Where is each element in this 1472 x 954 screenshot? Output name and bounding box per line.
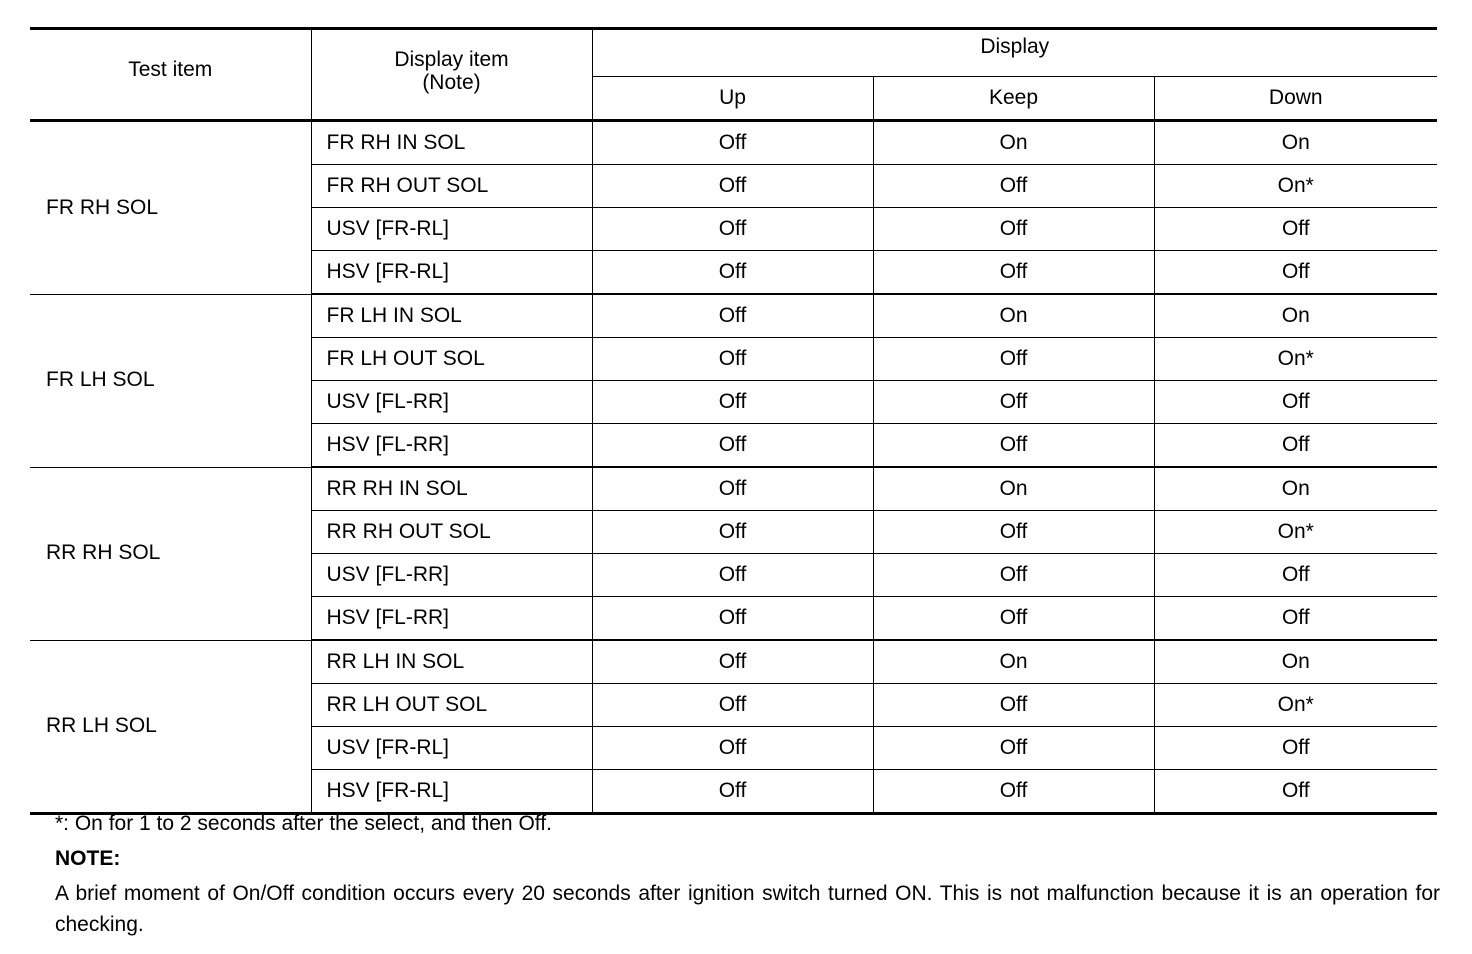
display-item-cell: HSV [FL-RR] (311, 597, 592, 641)
up-value-cell: Off (592, 424, 873, 468)
table-row (30, 121, 1437, 165)
test-item-cell: FR RH SOL (30, 121, 311, 295)
note-title: NOTE: (55, 847, 121, 870)
notes-section (55, 808, 1440, 940)
test-item-cell: FR LH SOL (30, 294, 311, 467)
display-item-cell: USV [FL-RR] (311, 554, 592, 597)
table-row (30, 640, 1437, 684)
up-value-cell: Off (592, 684, 873, 727)
header-row-top (30, 29, 1437, 77)
note-text: A brief moment of On/Off condition occurs every 20 seconds after ignition switch turned ON. This is not malfunction because it is an operation for checking. (55, 882, 1440, 936)
display-item-cell: USV [FR-RL] (311, 727, 592, 770)
display-item-cell: RR RH OUT SOL (311, 511, 592, 554)
keep-value-cell: Off (873, 511, 1154, 554)
up-value-cell: Off (592, 165, 873, 208)
down-value-cell: On* (1154, 338, 1437, 381)
down-value-cell: Off (1154, 424, 1437, 468)
table-body (30, 121, 1437, 814)
keep-value-cell: On (873, 121, 1154, 165)
keep-value-cell: Off (873, 251, 1154, 295)
keep-value-cell: On (873, 294, 1154, 338)
down-value-cell: Off (1154, 251, 1437, 295)
display-item-cell: RR RH IN SOL (311, 467, 592, 511)
down-value-cell: On* (1154, 165, 1437, 208)
down-value-cell: Off (1154, 208, 1437, 251)
up-value-cell: Off (592, 381, 873, 424)
display-item-cell: RR LH OUT SOL (311, 684, 592, 727)
header-up: Up (592, 77, 873, 121)
header-keep: Keep (873, 77, 1154, 121)
keep-value-cell: Off (873, 727, 1154, 770)
down-value-cell: Off (1154, 381, 1437, 424)
up-value-cell: Off (592, 640, 873, 684)
down-value-cell: On* (1154, 684, 1437, 727)
display-item-cell: USV [FR-RL] (311, 208, 592, 251)
display-item-cell: FR LH IN SOL (311, 294, 592, 338)
down-value-cell: Off (1154, 770, 1437, 814)
up-value-cell: Off (592, 511, 873, 554)
up-value-cell: Off (592, 294, 873, 338)
display-item-cell: HSV [FR-RL] (311, 770, 592, 814)
header-display-item-line2: (Note) (422, 70, 481, 94)
header-display: Display (592, 29, 1437, 77)
down-value-cell: On (1154, 467, 1437, 511)
display-item-cell: USV [FL-RR] (311, 381, 592, 424)
display-item-cell: FR LH OUT SOL (311, 338, 592, 381)
down-value-cell: On (1154, 121, 1437, 165)
display-item-cell: RR LH IN SOL (311, 640, 592, 684)
down-value-cell: Off (1154, 554, 1437, 597)
up-value-cell: Off (592, 770, 873, 814)
up-value-cell: Off (592, 727, 873, 770)
display-item-cell: FR RH OUT SOL (311, 165, 592, 208)
keep-value-cell: Off (873, 424, 1154, 468)
table-row (30, 294, 1437, 338)
keep-value-cell: Off (873, 381, 1154, 424)
keep-value-cell: Off (873, 597, 1154, 641)
up-value-cell: Off (592, 467, 873, 511)
header-down: Down (1154, 77, 1437, 121)
keep-value-cell: Off (873, 165, 1154, 208)
keep-value-cell: Off (873, 554, 1154, 597)
down-value-cell: Off (1154, 727, 1437, 770)
display-item-cell: HSV [FR-RL] (311, 251, 592, 295)
up-value-cell: Off (592, 554, 873, 597)
up-value-cell: Off (592, 251, 873, 295)
display-item-cell: HSV [FL-RR] (311, 424, 592, 468)
test-item-cell: RR LH SOL (30, 640, 311, 814)
keep-value-cell: On (873, 467, 1154, 511)
up-value-cell: Off (592, 338, 873, 381)
down-value-cell: On* (1154, 511, 1437, 554)
keep-value-cell: Off (873, 208, 1154, 251)
display-item-cell: FR RH IN SOL (311, 121, 592, 165)
header-display-item-line1: Display item (394, 48, 509, 72)
up-value-cell: Off (592, 208, 873, 251)
keep-value-cell: Off (873, 684, 1154, 727)
header-test-item: Test item (30, 29, 311, 121)
table-row (30, 467, 1437, 511)
keep-value-cell: On (873, 640, 1154, 684)
up-value-cell: Off (592, 121, 873, 165)
footnote: *: On for 1 to 2 seconds after the select, and then Off. (55, 812, 552, 835)
test-item-cell: RR RH SOL (30, 467, 311, 640)
keep-value-cell: Off (873, 770, 1154, 814)
up-value-cell: Off (592, 597, 873, 641)
active-test-table (30, 27, 1437, 815)
header-display-item (311, 29, 592, 121)
down-value-cell: Off (1154, 597, 1437, 641)
down-value-cell: On (1154, 640, 1437, 684)
down-value-cell: On (1154, 294, 1437, 338)
keep-value-cell: Off (873, 338, 1154, 381)
